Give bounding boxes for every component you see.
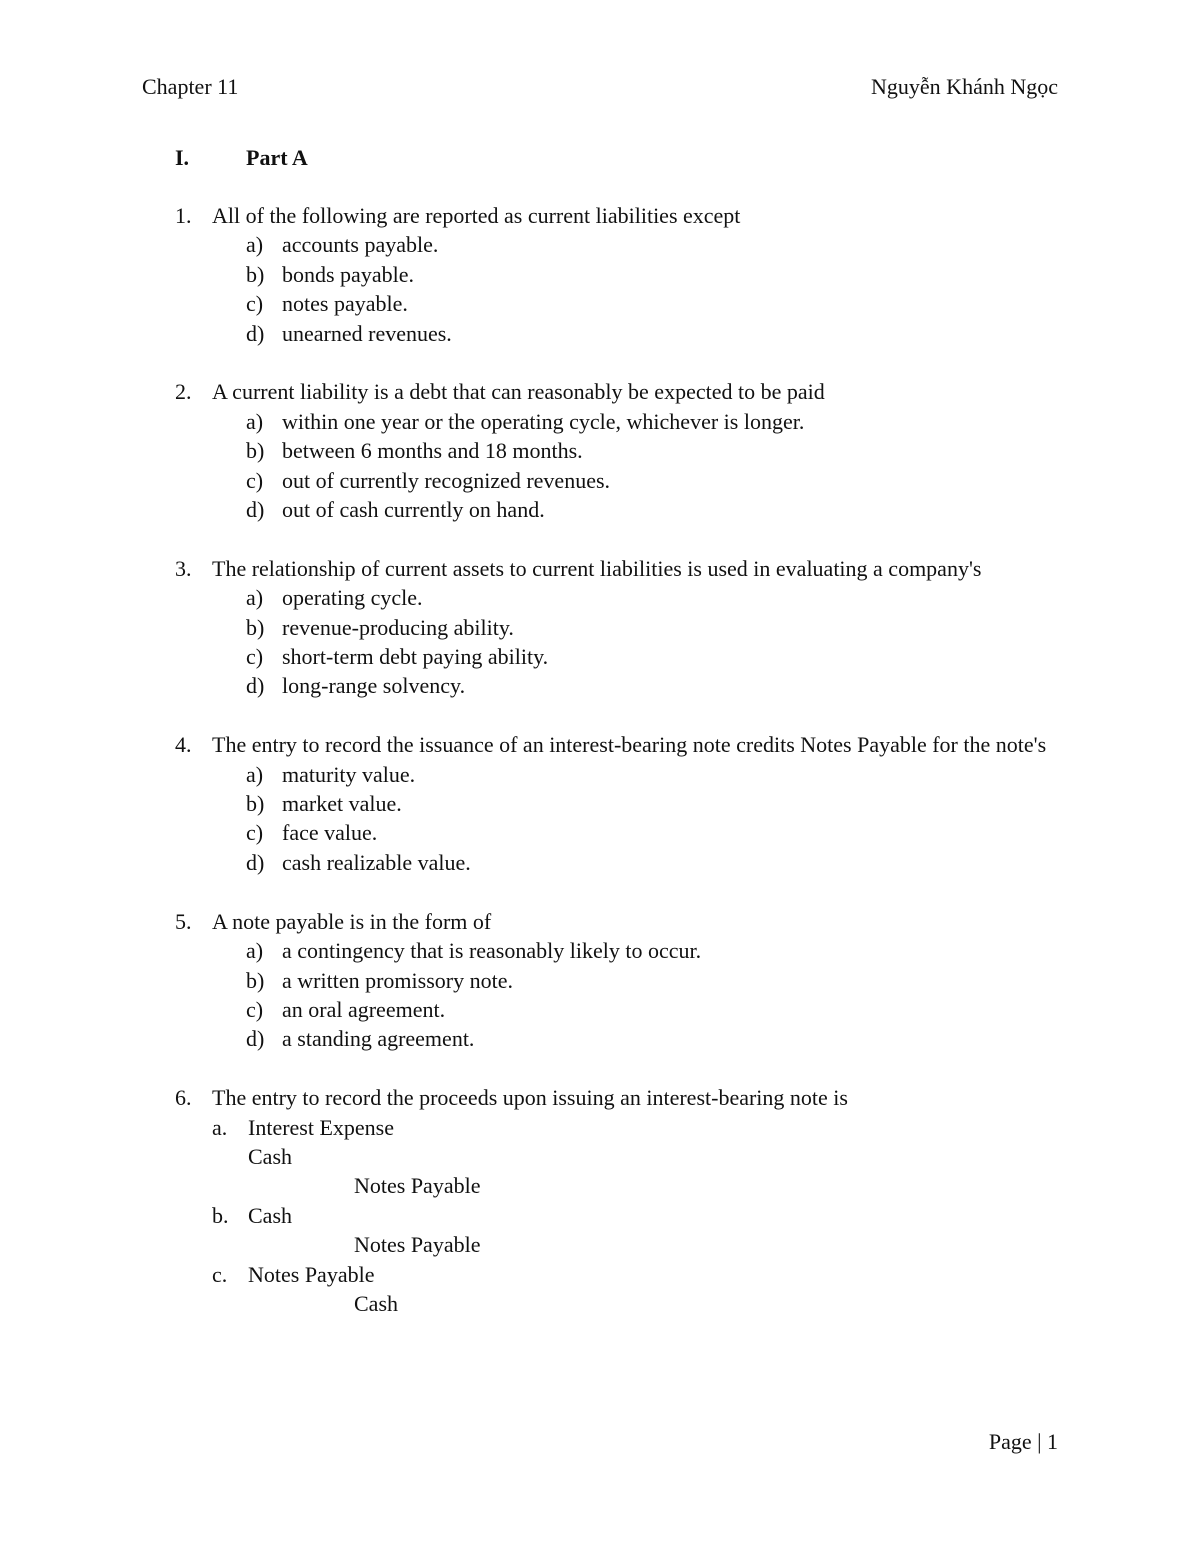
option-letter: b) <box>246 261 265 287</box>
question-text: The entry to record the proceeds upon issuing an interest-bearing note is <box>212 1085 848 1111</box>
option-text: short-term debt paying ability. <box>282 644 549 670</box>
question-text: A note payable is in the form of <box>212 908 492 934</box>
option-letter: a) <box>246 585 264 611</box>
answer-option <box>246 1024 1059 1053</box>
option-text: notes payable. <box>282 291 408 317</box>
answer-option <box>246 818 1059 847</box>
answer-option <box>246 583 1059 612</box>
option-letter: d) <box>246 497 265 523</box>
question-number: 2. <box>175 379 192 405</box>
question-list <box>175 201 1059 1348</box>
option-letter: d) <box>246 320 265 346</box>
answer-option <box>246 230 1059 259</box>
answer-options <box>246 583 1059 701</box>
chapter-label: Chapter 11 <box>142 74 239 99</box>
option-text: a standing agreement. <box>282 1026 475 1052</box>
option-text: an oral agreement. <box>282 996 446 1022</box>
question-1 <box>175 201 1059 348</box>
option-text: revenue-producing ability. <box>282 614 514 640</box>
option-text: a contingency that is reasonably likely to occur. <box>282 938 702 964</box>
answer-option <box>246 848 1059 877</box>
section-title: Part A <box>246 145 308 170</box>
option-text: face value. <box>282 820 378 846</box>
question-text: The entry to record the issuance of an interest-bearing note credits Notes Payable for the note's <box>212 732 1047 758</box>
option-letter: a) <box>246 408 264 434</box>
option-letter: a) <box>246 232 264 258</box>
option-letter: b. <box>212 1202 229 1228</box>
answer-option <box>246 613 1059 642</box>
answer-option <box>246 760 1059 789</box>
option-text: cash realizable value. <box>282 849 471 875</box>
question-4 <box>175 730 1059 877</box>
question-number: 1. <box>175 203 192 228</box>
entry-debit: Interest Expense <box>248 1114 394 1140</box>
journal-entry-option <box>212 1201 1059 1260</box>
option-text: within one year or the operating cycle, whichever is longer. <box>282 408 805 434</box>
entry-debit: Cash <box>248 1202 292 1228</box>
answer-option <box>246 436 1059 465</box>
option-letter: b) <box>246 791 265 817</box>
option-letter: c) <box>246 644 264 670</box>
option-text: maturity value. <box>282 761 416 787</box>
journal-entry-options <box>212 1113 1059 1319</box>
entry-credit: Notes Payable <box>354 1232 481 1258</box>
answer-options <box>246 230 1059 348</box>
option-letter: c. <box>212 1261 228 1287</box>
answer-option <box>246 789 1059 818</box>
option-text: operating cycle. <box>282 585 423 611</box>
question-text: The relationship of current assets to current liabilities is used in evaluating a company's <box>212 555 982 581</box>
question-text: All of the following are reported as current liabilities except <box>212 203 741 228</box>
question-number: 4. <box>175 732 192 758</box>
question-5 <box>175 907 1059 1054</box>
option-text: market value. <box>282 791 402 817</box>
entry-debit: Notes Payable <box>248 1261 375 1287</box>
option-letter: b) <box>246 438 265 464</box>
option-letter: c) <box>246 996 264 1022</box>
option-text: between 6 months and 18 months. <box>282 438 583 464</box>
answer-option <box>246 260 1059 289</box>
answer-options <box>246 760 1059 878</box>
option-text: a written promissory note. <box>282 967 513 993</box>
answer-option <box>246 642 1059 671</box>
option-text: out of cash currently on hand. <box>282 497 545 523</box>
answer-option <box>246 319 1059 348</box>
option-text: unearned revenues. <box>282 320 452 346</box>
section-number: I. <box>175 145 190 170</box>
section-heading <box>175 143 308 172</box>
option-text: bonds payable. <box>282 261 414 287</box>
option-text: long-range solvency. <box>282 673 466 699</box>
answer-option <box>246 466 1059 495</box>
question-text: A current liability is a debt that can reasonably be expected to be paid <box>212 379 825 405</box>
answer-option <box>246 936 1059 965</box>
option-letter: c) <box>246 467 264 493</box>
question-number: 3. <box>175 555 192 581</box>
entry-debit: Cash <box>248 1143 292 1169</box>
question-number: 6. <box>175 1085 192 1111</box>
option-letter: d) <box>246 1026 265 1052</box>
page-number: Page | 1 <box>988 1429 1058 1454</box>
journal-entry-option <box>212 1260 1059 1319</box>
entry-credit: Notes Payable <box>354 1173 481 1199</box>
page-header <box>142 72 1058 102</box>
option-text: out of currently recognized revenues. <box>282 467 611 493</box>
journal-entry-option <box>212 1113 1059 1201</box>
answer-option <box>246 995 1059 1024</box>
answer-options <box>246 936 1059 1054</box>
answer-option <box>246 671 1059 700</box>
author-name: Nguyễn Khánh Ngọc <box>871 74 1058 99</box>
answer-options <box>246 407 1059 525</box>
answer-option <box>246 966 1059 995</box>
option-text: accounts payable. <box>282 232 439 258</box>
option-letter: b) <box>246 967 265 993</box>
question-number: 5. <box>175 908 192 934</box>
entry-credit: Cash <box>354 1290 398 1316</box>
option-letter: b) <box>246 614 265 640</box>
option-letter: c) <box>246 291 264 317</box>
option-letter: d) <box>246 673 265 699</box>
option-letter: d) <box>246 849 265 875</box>
option-letter: a. <box>212 1114 228 1140</box>
question-3 <box>175 554 1059 701</box>
answer-option <box>246 495 1059 524</box>
question-6 <box>175 1083 1059 1318</box>
question-2 <box>175 377 1059 524</box>
option-letter: c) <box>246 820 264 846</box>
answer-option <box>246 289 1059 318</box>
answer-option <box>246 407 1059 436</box>
option-letter: a) <box>246 938 264 964</box>
option-letter: a) <box>246 761 264 787</box>
